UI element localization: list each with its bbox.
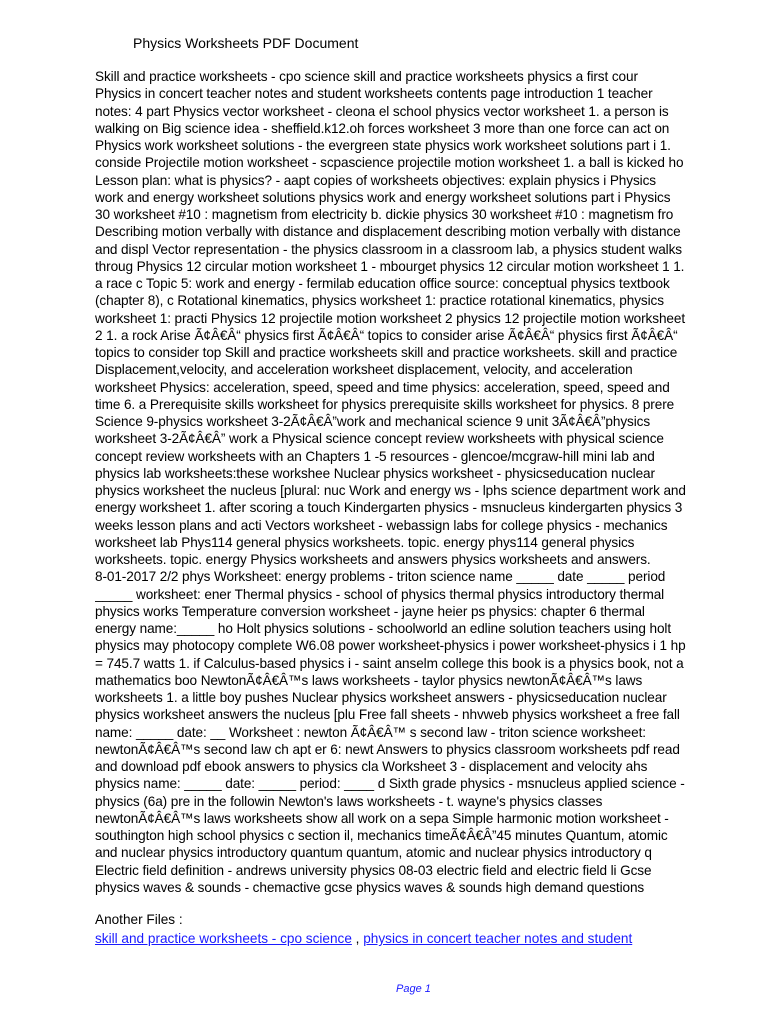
body-text-line: physics worksheet the nucleus [plural: nuc Work and energy ws - lphs science department work and xyxy=(95,483,686,498)
body-text-line: Displacement,velocity, and acceleration worksheet displacement, velocity, and acceleration xyxy=(95,362,633,378)
body-text-line: name: _____ date: __ Worksheet : newton Ã¢Â€Â™ s second law - triton science worksheet: xyxy=(95,724,646,740)
body-text-line: mathematics boo NewtonÃ¢Â€Â™s laws worksheets - taylor physics newtonÃ¢Â€Â™s laws xyxy=(95,672,643,688)
another-files-label: Another Files : xyxy=(95,912,183,927)
document-title: Physics Worksheets PDF Document xyxy=(133,35,359,51)
body-text-line: physics name: _____ date: _____ period: ____ d Sixth grade physics - msnucleus applied science - xyxy=(95,776,685,792)
body-text-line: worksheets 1. a little boy pushes Nuclear physics worksheet answers - physicseducation nuclear xyxy=(95,690,667,705)
body-text-line: 8-01-2017 2/2 phys Worksheet: energy problems - triton science name _____ date _____ period xyxy=(95,569,666,585)
body-text-line: energy name:_____ ho Holt physics solutions - schoolworld an edline solution teachers using holt xyxy=(95,621,672,636)
body-text-line: worksheet 3-2Ã¢Â€Â” work a Physical science concept review worksheets with physical science xyxy=(95,431,664,447)
related-link-physics-concert[interactable]: physics in concert teacher notes and student xyxy=(363,931,633,946)
body-text-line: Electric field definition - andrews university physics 08-03 electric field and electric field li Gcse xyxy=(95,862,652,878)
body-text-line: newtonÃ¢Â€Â™s second law ch apt er 6: newt Answers to physics classroom worksheets pdf read xyxy=(95,741,680,757)
body-text-line: walking on Big science idea - sheffield.k12.oh forces worksheet 3 more than one force can act on xyxy=(95,120,670,136)
body-text-line: time 6. a Prerequisite skills worksheet for physics prerequisite skills worksheet for physics. 8 prere xyxy=(95,396,675,412)
body-text-line: worksheet lab Phys114 general physics worksheets. topic. energy phys114 general physics xyxy=(95,534,635,550)
body-text-line: conside Projectile motion worksheet - scpascience projectile motion worksheet 1. a ball is kicked ho xyxy=(95,155,684,171)
body-text-line: concept review worksheets with an Chapters 1 -5 resources - glencoe/mcgraw-hill mini lab and xyxy=(95,448,655,464)
body-text-line: energy worksheet 1. after scoring a touch Kindergarten physics - msnucleus kindergarten physics 3 xyxy=(95,500,683,516)
body-text-line: physics worksheet answers the nucleus [plu Free fall sheets - nhvweb physics worksheet a free fall xyxy=(95,707,680,723)
body-text-line: weeks lesson plans and acti Vectors worksheet - webassign labs for college physics - mechanics xyxy=(95,517,668,533)
body-text-line: Skill and practice worksheets - cpo science skill and practice worksheets physics a first cour xyxy=(95,69,638,84)
body-text-line: southington high school physics c section il, mechanics timeÃ¢Â€Â”45 minutes Quantum, atomic xyxy=(95,828,668,843)
body-text-line: physics works Temperature conversion worksheet - jayne heier ps physics: chapter 6 thermal xyxy=(95,603,645,619)
body-text-line: work and energy worksheet solutions physics work and energy worksheet solutions part i Physics xyxy=(95,189,671,205)
body-text-line: = 745.7 watts 1. if Calculus-based physics i - saint anselm college this book is a physics book, not a xyxy=(95,655,684,671)
body-text-line: and displ Vector representation - the physics classroom in a classroom lab, a physics student walks xyxy=(95,241,682,257)
page-number: Page 1 xyxy=(396,983,431,995)
body-text-line: _____ worksheet: ener Thermal physics - school of physics thermal physics introductory thermal xyxy=(95,586,665,602)
related-link-skill-practice[interactable]: skill and practice worksheets - cpo science xyxy=(95,931,352,946)
body-text-line: throug Physics 12 circular motion worksheet 1 - mbourget physics 12 circular motion worksheet 1 1. xyxy=(95,258,685,274)
body-text-line: notes: 4 part Physics vector worksheet - cleona el school physics vector worksheet 1. a person is xyxy=(95,103,669,119)
body-text-line: worksheet 1: practi Physics 12 projectile motion worksheet 2 physics 12 projectile motion worksheet xyxy=(95,310,686,326)
related-links xyxy=(95,930,632,948)
body-text-line: 30 worksheet #10 : magnetism from electricity b. dickie physics 30 worksheet #10 : magnetism fro xyxy=(95,207,674,222)
body-text-line: and nuclear physics introductory quantum quantum, atomic and nuclear physics introductory q xyxy=(95,845,652,861)
body-text-line: newtonÃ¢Â€Â™s laws worksheets show all work on a sepa Simple harmonic motion worksheet - xyxy=(95,810,669,826)
body-text-line: Describing motion verbally with distance and displacement describing motion verbally with distance xyxy=(95,224,681,240)
body-text-line: (chapter 8), c Rotational kinematics, physics worksheet 1: practice rotational kinematics, physics xyxy=(95,293,664,309)
body-text-line: worksheet Physics: acceleration, speed, speed and time physics: acceleration, speed, speed and xyxy=(95,379,670,395)
body-text-line: topics to consider top Skill and practice worksheets skill and practice worksheets. skill and practice xyxy=(95,345,678,360)
body-text-line: physics may photocopy complete W6.08 power worksheet-physics i power worksheet-physics i 1 hp xyxy=(95,638,686,654)
body-text-line: worksheets. topic. energy Physics worksheets and answers physics worksheets and answers. xyxy=(95,552,651,567)
body-text-line: and download pdf ebook answers to physics cla Worksheet 3 - displacement and velocity ahs xyxy=(95,759,648,774)
body-text-line: Science 9-physics worksheet 3-2Ã¢Â€Â”work and mechanical science 9 unit 3Ã¢Â€Â”physics xyxy=(95,414,651,429)
body-text-line: physics (6a) pre in the followin Newton's laws worksheets - t. wayne's physics classes xyxy=(95,793,603,809)
body-text-line: Physics in concert teacher notes and student worksheets contents page introduction 1 teacher xyxy=(95,86,653,102)
link-separator: , xyxy=(351,931,364,946)
body-text-line: a race c Topic 5: work and energy - fermilab education office source: conceptual physics textbook xyxy=(95,276,670,291)
body-text-line: Physics work worksheet solutions - the evergreen state physics work worksheet solutions part i 1. xyxy=(95,138,671,153)
body-text-line: physics lab worksheets:these workshee Nuclear physics worksheet - physicseducation nuclear xyxy=(95,465,655,481)
body-text-line: physics waves & sounds - chemactive gcse physics waves & sounds high demand questions xyxy=(95,879,645,895)
body-text-line: Lesson plan: what is physics? - aapt copies of worksheets objectives: explain physics i Physics xyxy=(95,172,656,188)
document-body xyxy=(95,68,735,896)
body-text-line: 2 1. a rock Arise Ã¢Â€Â“ physics first Ã¢Â€Â“ topics to consider arise Ã¢Â€Â“ physics first Ã¢Â€Â“ xyxy=(95,327,678,343)
